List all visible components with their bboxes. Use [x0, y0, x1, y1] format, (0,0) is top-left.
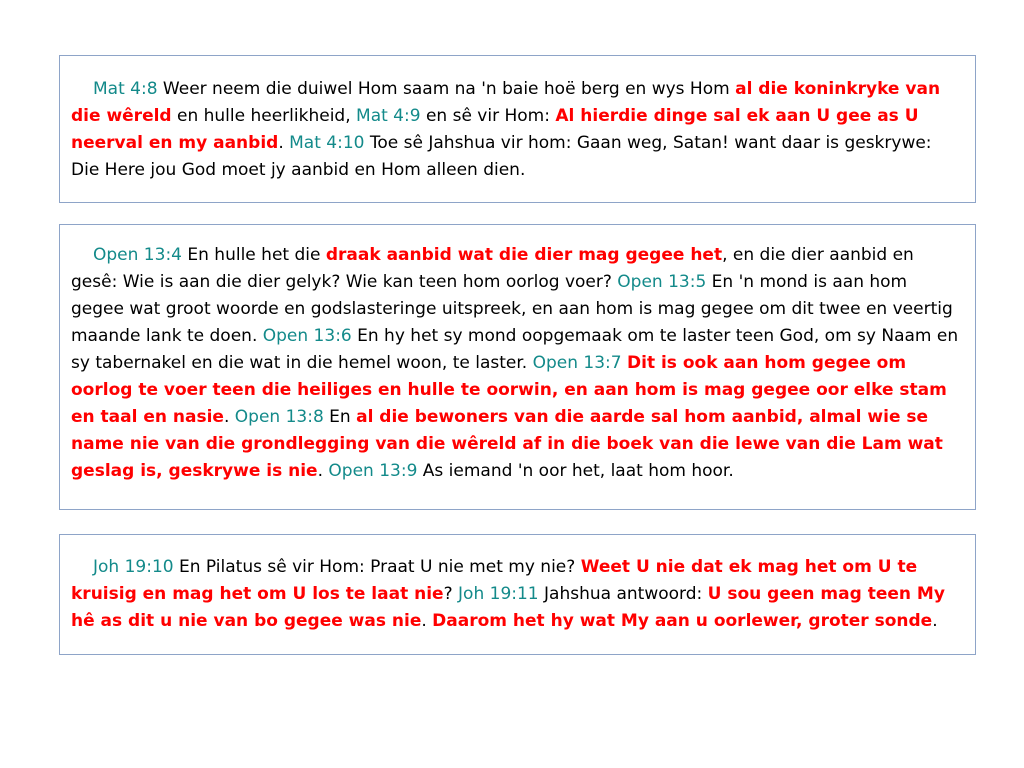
verse-text: Toe sê Jahshua vir hom: Gaan weg, Satan! want daar is geskrywe: Die Here jou God moet jy aanbid en Hom alleen dien.	[71, 133, 932, 180]
emphasized-text: Weet U nie dat ek mag het om U te kruisig en mag het om U los te laat nie	[71, 557, 918, 604]
verse-reference: Joh 19:11	[458, 584, 539, 604]
verse-reference: Open 13:5	[617, 272, 707, 292]
emphasized-text: al die koninkryke van die wêreld	[71, 79, 941, 126]
verse-reference: Open 13:6	[262, 326, 352, 346]
verse-reference: Mat 4:9	[356, 106, 421, 126]
verse-text: En 'n mond is aan hom gegee wat groot woorde en godslasteringe uitspreek, en aan hom is mag gegee om dit twee en veertig maande lank te doen.	[71, 272, 953, 346]
verse-text: As iemand 'n oor het, laat hom hoor.	[417, 461, 734, 481]
verse-reference: Open 13:8	[234, 407, 324, 427]
verse-text: Jahshua antwoord:	[538, 584, 708, 604]
verse-text: en hulle heerlikheid,	[171, 106, 357, 126]
verse-text: .	[932, 611, 938, 631]
verse-text: En Pilatus sê vir Hom: Praat U nie met my nie?	[173, 557, 581, 577]
verse-text: , en die dier aanbid en gesê: Wie is aan die dier gelyk? Wie kan teen hom oorlog voer?	[71, 245, 914, 292]
scripture-paragraph	[71, 554, 965, 635]
emphasized-text: U sou geen mag teen My hê as dit u nie van bo gegee was nie	[71, 584, 945, 631]
verse-reference: Mat 4:10	[289, 133, 365, 153]
scripture-box-matthew	[59, 55, 976, 203]
scripture-box-revelation	[59, 224, 976, 510]
scripture-box-john	[59, 534, 976, 655]
verse-reference: Open 13:7	[532, 353, 622, 373]
emphasized-text: Dit is ook aan hom gegee om oorlog te voer teen die heiliges en hulle te oorwin, en aan hom is mag gegee oor elke stam en taal en nasie	[71, 353, 947, 427]
emphasized-text: draak aanbid wat die dier mag gegee het	[325, 245, 723, 265]
scripture-paragraph	[71, 76, 965, 184]
scripture-paragraph	[71, 242, 965, 485]
verse-text: .	[421, 611, 433, 631]
verse-reference: Open 13:9	[328, 461, 418, 481]
verse-text: En hulle het die	[181, 245, 326, 265]
verse-text: .	[223, 407, 235, 427]
verse-text: ?	[443, 584, 459, 604]
verse-reference: Mat 4:8	[93, 79, 158, 99]
verse-reference: Open 13:4	[93, 245, 182, 265]
verse-text: En hy het sy mond oopgemaak om te laster teen God, om sy Naam en sy tabernakel en die wat in die hemel woon, te laster.	[71, 326, 959, 373]
emphasized-text: Al hierdie dinge sal ek aan U gee as U neerval en my aanbid	[71, 106, 919, 153]
emphasized-text: al die bewoners van die aarde sal hom aanbid, almal wie se name nie van die grondlegging van die wêreld af in die boek van die lewe van die Lam wat geslag is, geskrywe is nie	[71, 407, 943, 481]
verse-text: En	[323, 407, 357, 427]
verse-text: en sê vir Hom:	[420, 106, 556, 126]
verse-reference: Joh 19:10	[93, 557, 174, 577]
verse-text: Weer neem die duiwel Hom saam na 'n baie hoë berg en wys Hom	[157, 79, 736, 99]
verse-text: .	[317, 461, 329, 481]
emphasized-text: Daarom het hy wat My aan u oorlewer, groter sonde	[432, 611, 933, 631]
verse-text: .	[278, 133, 290, 153]
